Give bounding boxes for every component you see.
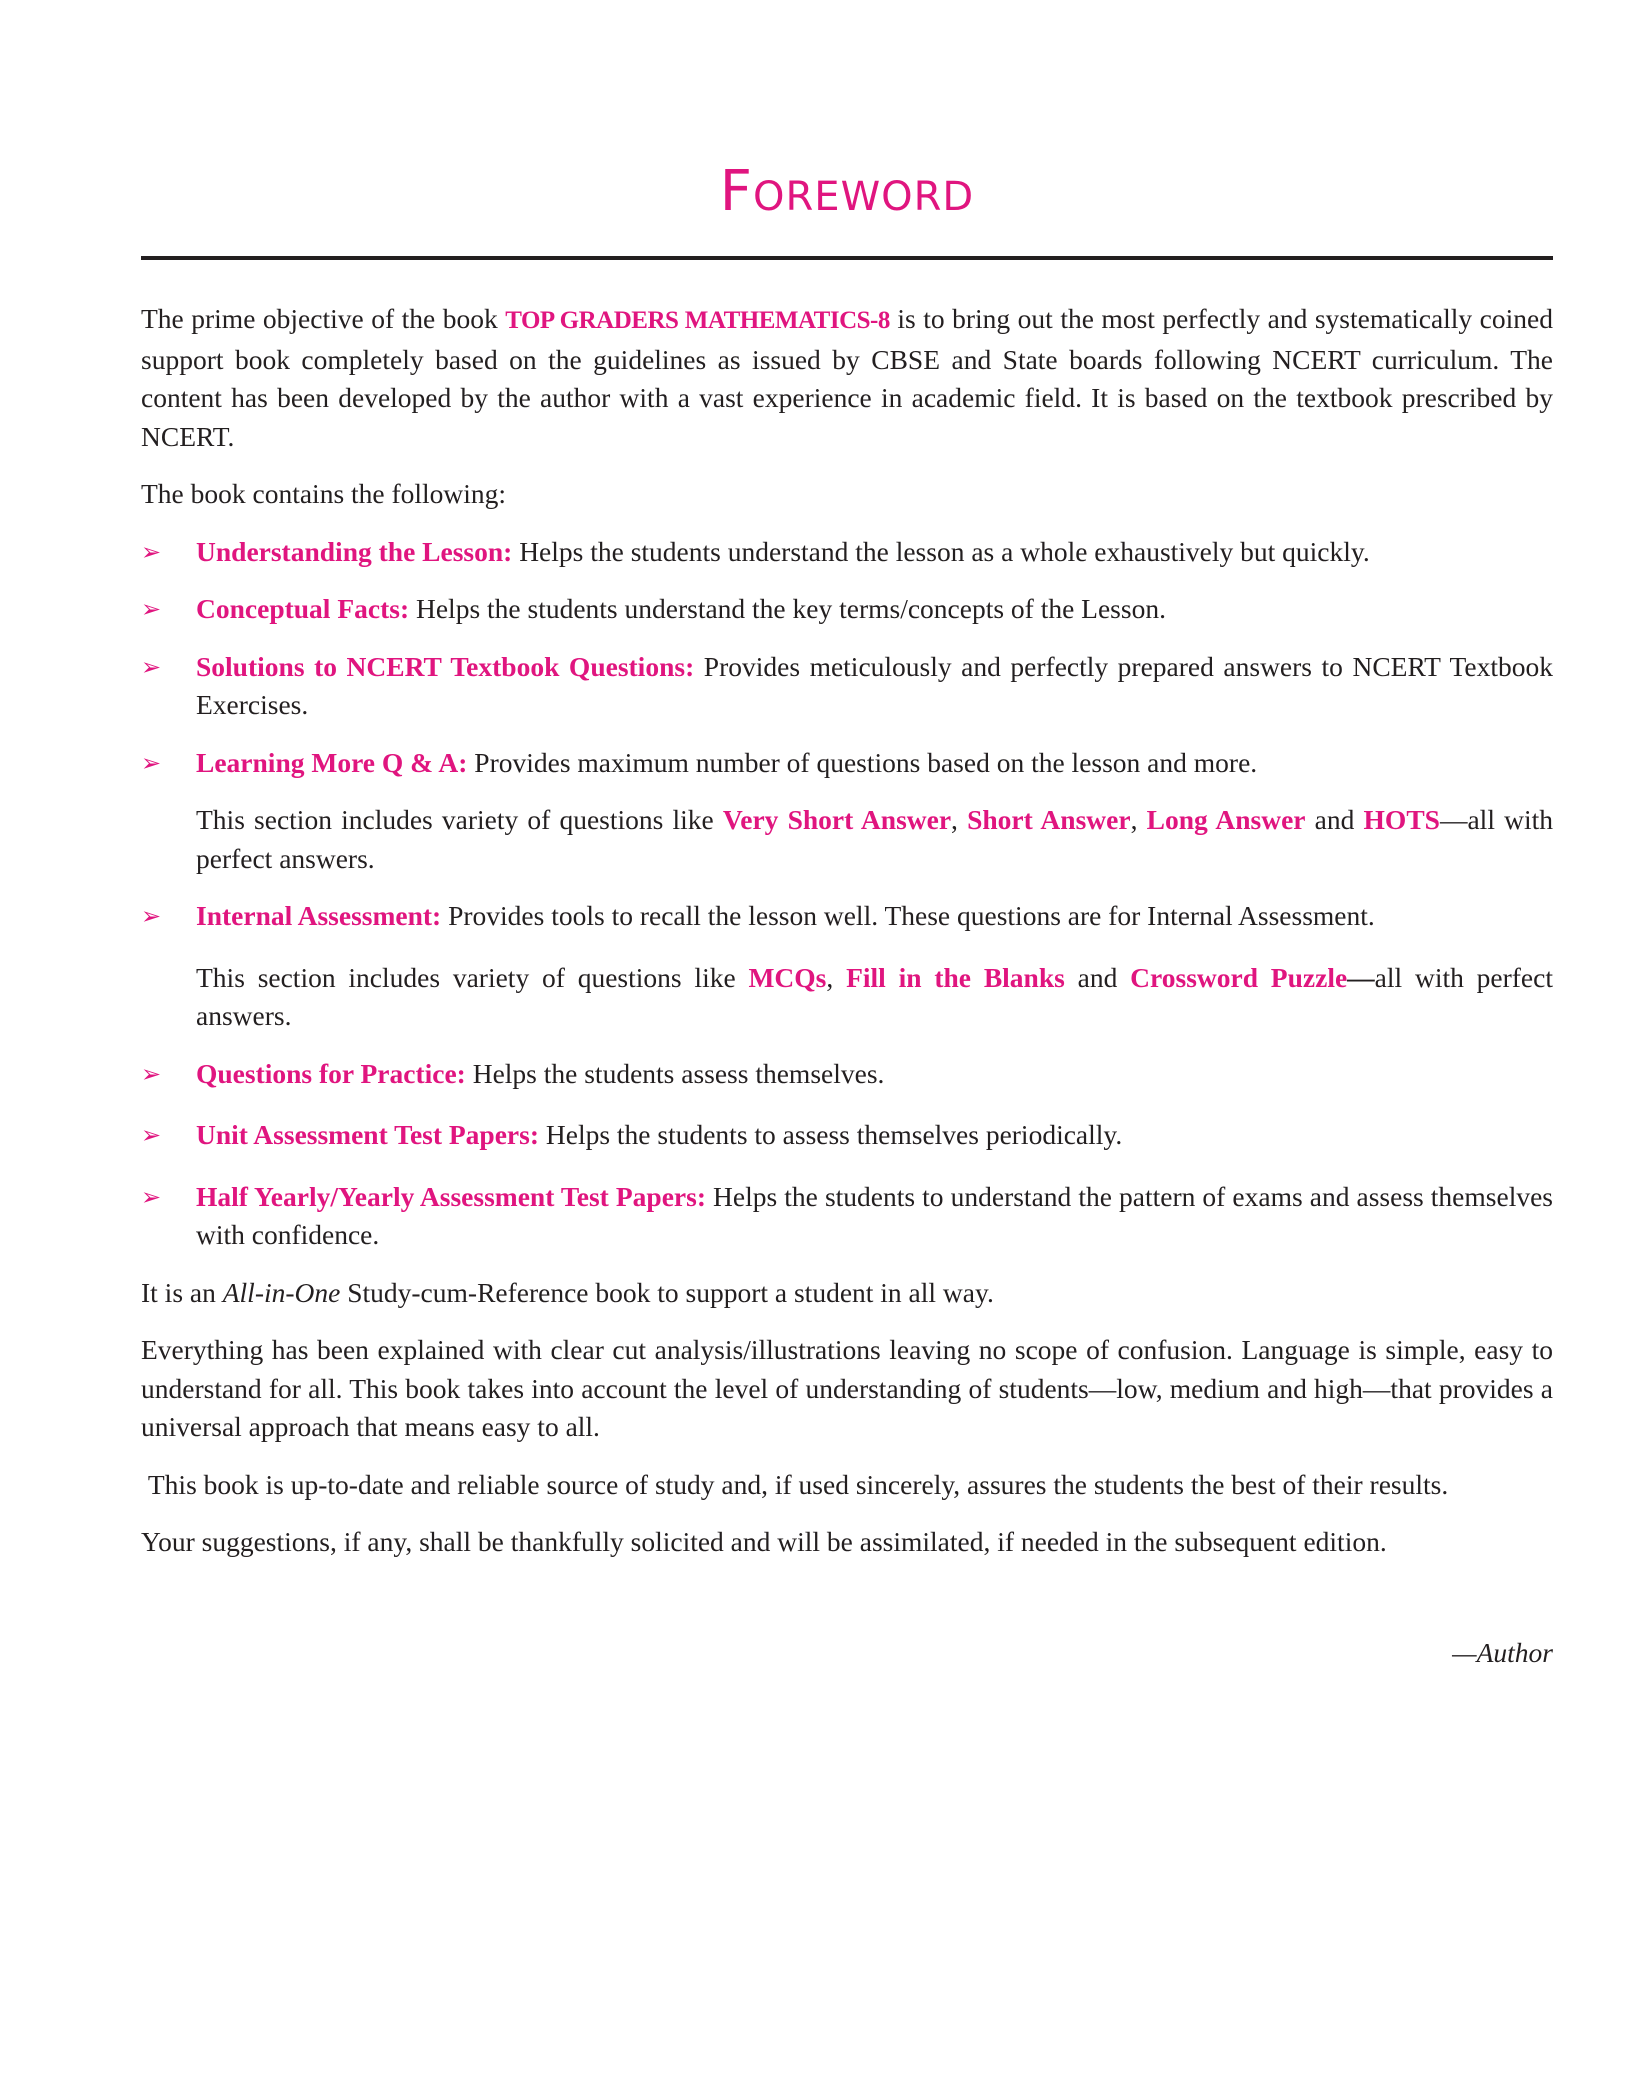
feature-text: Helps the students understand the key terms/concepts of the Lesson. xyxy=(409,593,1166,624)
learning-more-detail: This section includes variety of questions like Very Short Answer, Short Answer, Long Answer and HOTS—all with perfect answers. xyxy=(196,804,1554,874)
feature-text: Provides meticulously and perfectly prepared answers to NCERT Textbook Exercises. xyxy=(196,650,1553,720)
list-item xyxy=(141,1116,1553,1155)
feature-label: Solutions to NCERT Textbook Questions: xyxy=(196,650,695,682)
title-first-letter: F xyxy=(719,159,754,224)
arrow-bullet-icon: ➢ xyxy=(141,595,162,623)
arrow-bullet-icon: ➢ xyxy=(141,537,162,566)
list-item xyxy=(141,897,1553,936)
foreword-page xyxy=(141,150,1553,1672)
title-rest: OREWORD xyxy=(753,174,975,220)
list-item xyxy=(141,648,1553,725)
feature-text: Provides maximum number of questions based on the lesson and more. xyxy=(467,746,1258,778)
feature-label: Conceptual Facts: xyxy=(196,593,410,624)
all-in-one-paragraph: It is an All-in-One Study-cum-Reference book to support a student in all way. xyxy=(141,1276,994,1308)
contains-line: The book contains the following: xyxy=(141,478,507,509)
up-to-date-paragraph: This book is up-to-date and reliable source of study and, if used sincerely, assures the students the best of their results. xyxy=(141,1468,1449,1500)
feature-label: Half Yearly/Yearly Assessment Test Papers: xyxy=(196,1180,706,1212)
arrow-bullet-icon: ➢ xyxy=(141,1059,162,1088)
feature-text: Helps the students to assess themselves periodically. xyxy=(539,1119,1123,1150)
feature-label: Questions for Practice: xyxy=(196,1057,466,1089)
feature-text: Helps the students to understand the pattern of exams and assess themselves with confidence. xyxy=(196,1180,1553,1250)
feature-text: Helps the students assess themselves. xyxy=(465,1057,885,1089)
foreword-body xyxy=(141,300,1553,1672)
arrow-bullet-icon: ➢ xyxy=(141,1182,162,1211)
arrow-bullet-icon: ➢ xyxy=(141,748,162,777)
arrow-bullet-icon: ➢ xyxy=(141,1121,162,1149)
feature-list xyxy=(141,1055,1553,1255)
feature-text: Provides tools to recall the lesson well. These questions are for Internal Assessment. xyxy=(441,900,1375,931)
list-item xyxy=(141,1055,1553,1094)
internal-assessment-detail: This section includes variety of questions like MCQs, Fill in the Blanks and Crossword Puzzle—all with perfect answers. xyxy=(196,961,1553,1031)
feature-label: Learning More Q & A: xyxy=(196,746,468,778)
feature-list xyxy=(141,533,1553,783)
list-item xyxy=(141,1178,1553,1255)
feature-label: Understanding the Lesson: xyxy=(196,535,513,567)
suggestions-paragraph: Your suggestions, if any, shall be thankfully solicited and will be assimilated, if needed in the subsequent edition. xyxy=(141,1526,1387,1557)
author-signature: —Author xyxy=(1452,1636,1553,1668)
feature-label: Unit Assessment Test Papers: xyxy=(196,1119,539,1150)
page-title xyxy=(141,150,1553,224)
feature-text: Helps the students understand the lesson as a whole exhaustively but quickly. xyxy=(512,535,1370,567)
title-divider xyxy=(141,256,1553,260)
explained-paragraph: Everything has been explained with clear cut analysis/illustrations leaving no scope of confusion. Language is simple, easy to understand for all. This book takes into account the level of understanding of students—low, medium and high—that provides a universal approach that means easy to all. xyxy=(141,1334,1553,1442)
list-item xyxy=(141,590,1553,629)
list-item xyxy=(141,533,1553,572)
intro-paragraph: The prime objective of the book TOP GRADERS MATHEMATICS-8 is to bring out the most perfectly and systematically coined support book completely based on the guidelines as issued by CBSE and State boards following NCERT curriculum. The content has been developed by the author with a vast experience in academic field. It is based on the textbook prescribed by NCERT. xyxy=(141,303,1553,452)
feature-label: Internal Assessment: xyxy=(196,900,442,931)
list-item xyxy=(141,744,1553,783)
feature-list xyxy=(141,897,1553,936)
arrow-bullet-icon: ➢ xyxy=(141,652,162,681)
arrow-bullet-icon: ➢ xyxy=(141,902,162,930)
book-title: TOP GRADERS MATHEMATICS-8 xyxy=(505,307,890,334)
